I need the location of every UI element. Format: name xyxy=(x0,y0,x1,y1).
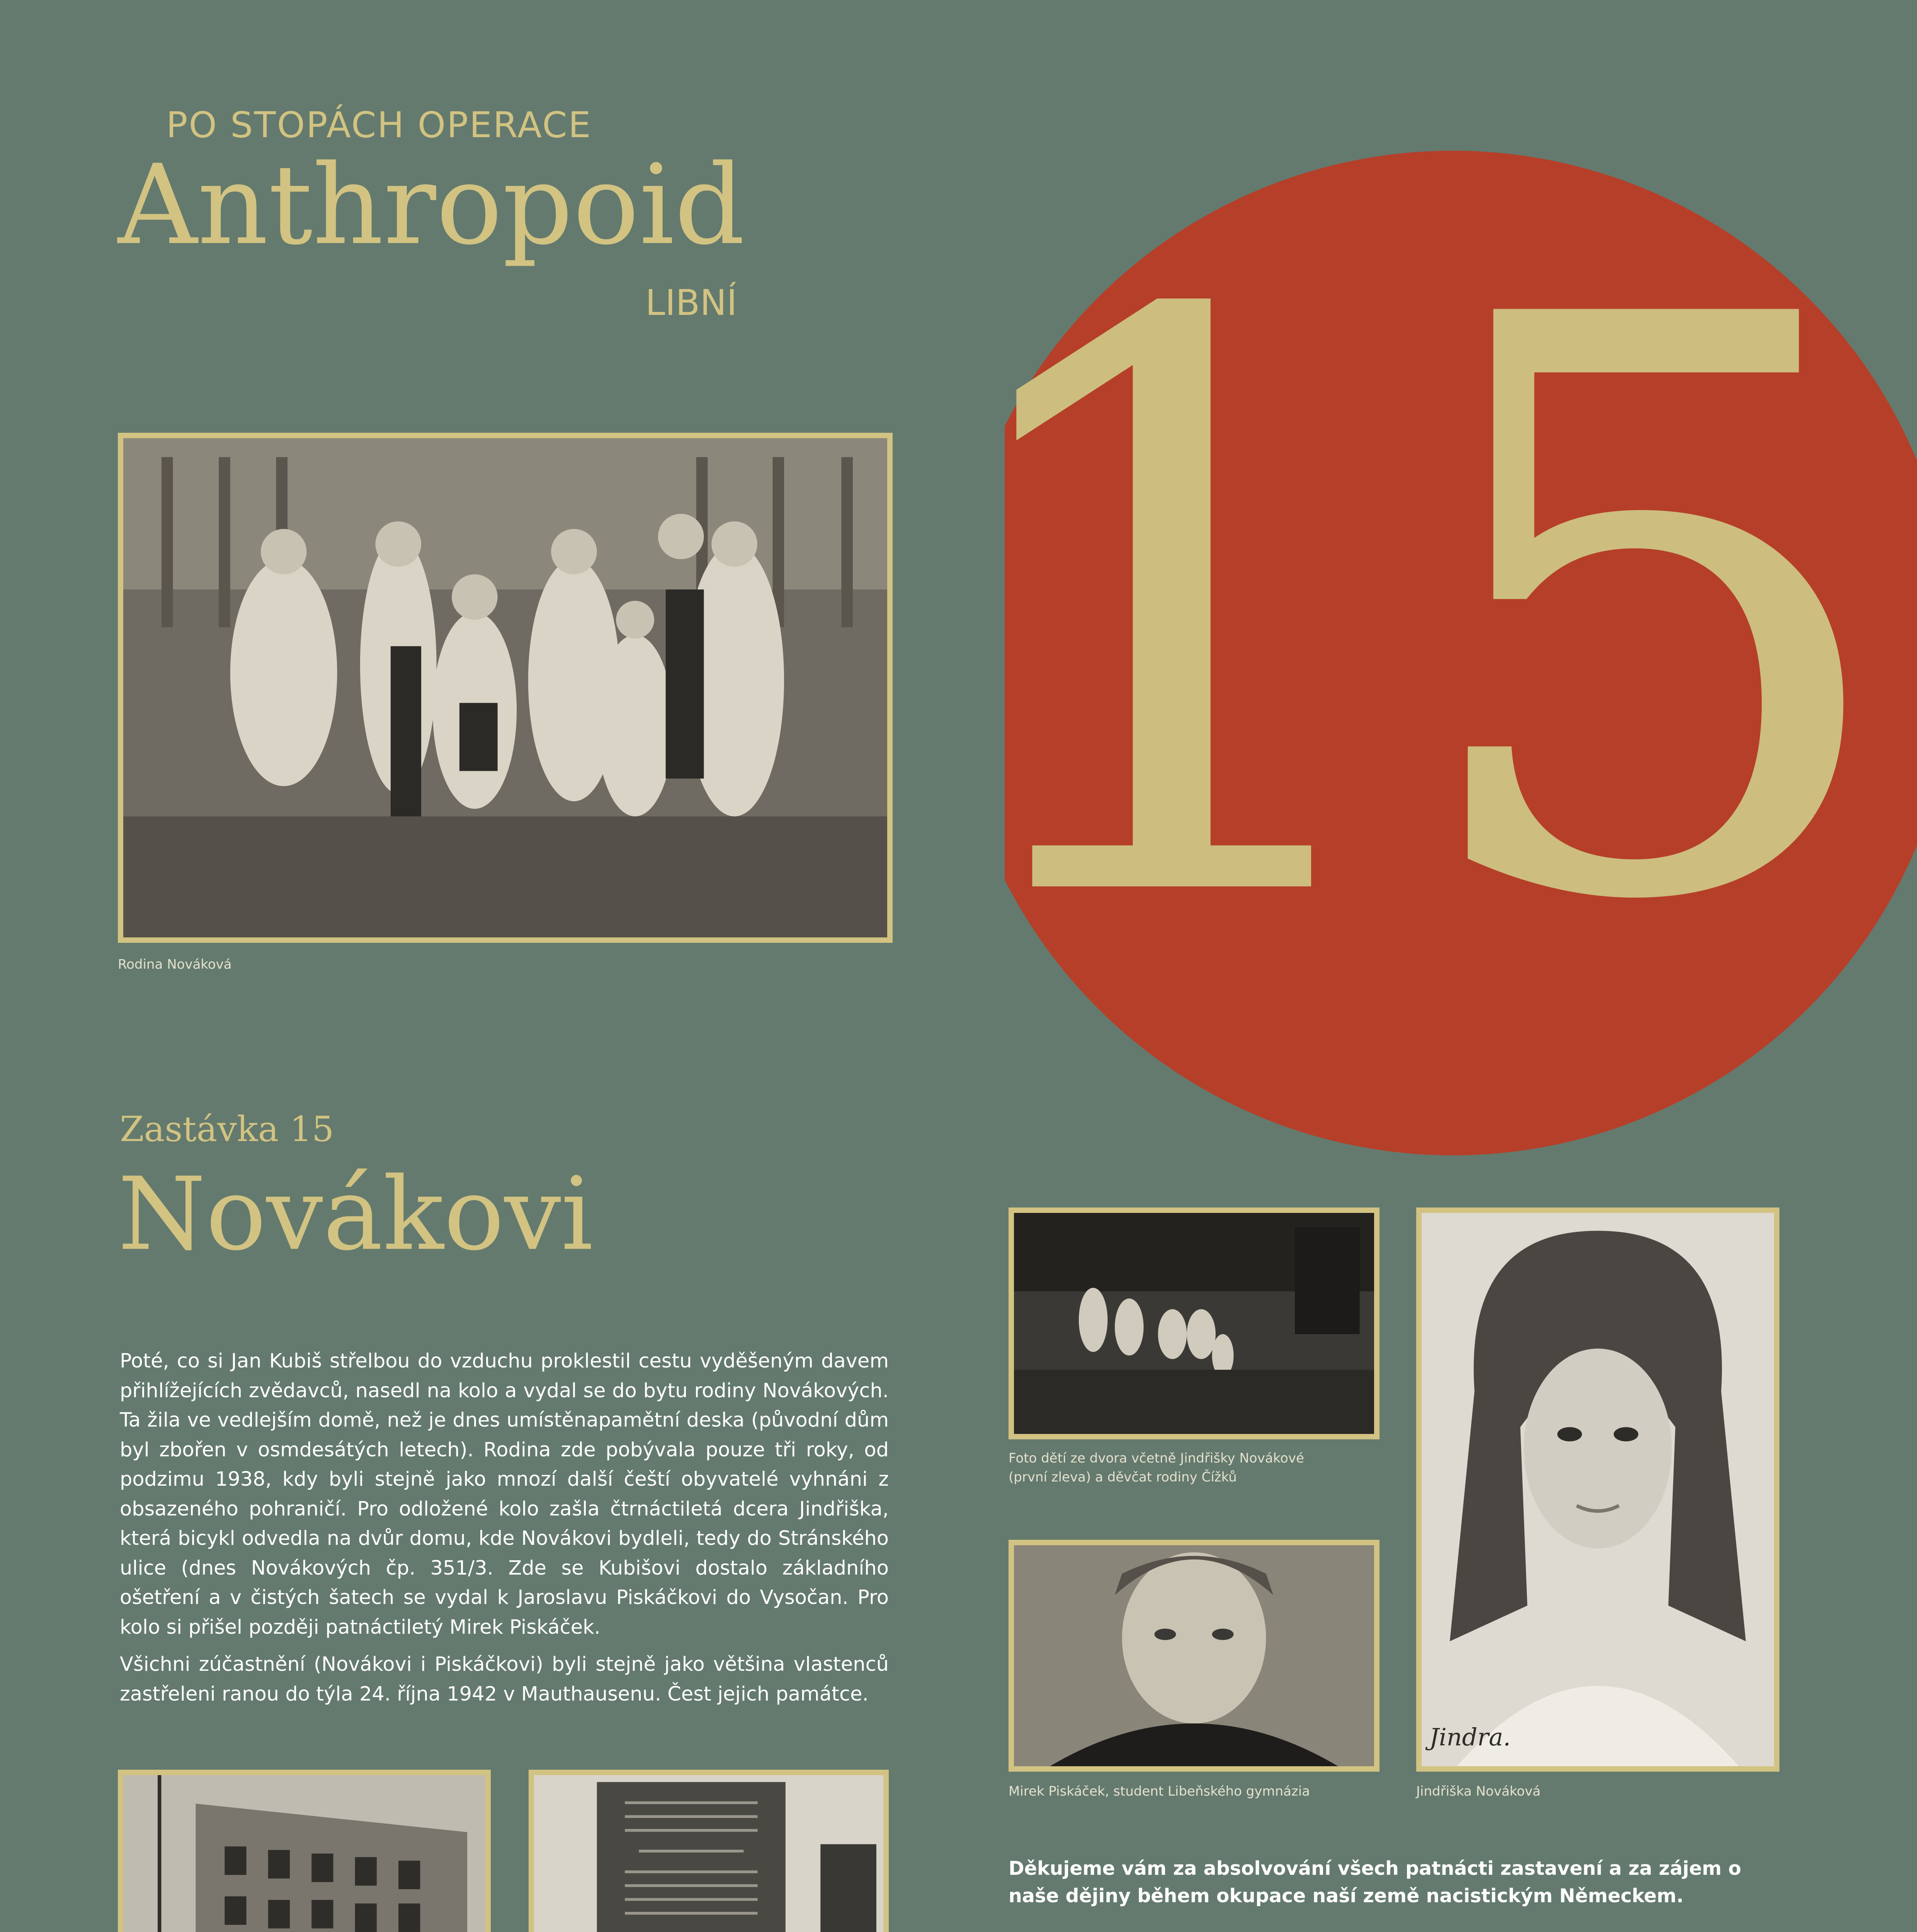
family-photo-caption: Rodina Nováková xyxy=(118,957,232,972)
thanks-text: Děkujeme vám za absolvování všech patnácti zastavení a za zájem o naše dějiny během okupace naší země nacistickým Německem. xyxy=(1009,1857,1742,1907)
family-photo xyxy=(118,433,893,943)
mirek-portrait-photo xyxy=(1009,1540,1379,1772)
yard-caption-line-1: Foto dětí ze dvora včetně Jindřišky Novákové xyxy=(1009,1451,1304,1466)
yard-caption-line-2: (první zleva) a děvčat rodiny Čížků xyxy=(1009,1469,1237,1485)
jindriska-signature: Jindra. xyxy=(1429,1723,1511,1751)
header-subtitle: LIBNÍ xyxy=(645,282,737,323)
stop-label: Zastávka 15 xyxy=(120,1109,334,1150)
body-paragraph-2: Všichni zúčastnění (Novákovi i Piskáčkovi) byli stejně jako většina vlastenců zastřeleni ranou do týla 24. října 1942 v Mauthausenu. Čest jejich památce. xyxy=(120,1653,889,1706)
body-paragraph-1: Poté, co si Jan Kubiš střelbou do vzduchu proklestil cestu vyděšeným davem přihlížejících zvědavců, nasedl na kolo a vydal se do bytu rodiny Novákových. Ta žila ve vedlejším domě, než je dnes umístěnapamětní deska (původní dům byl zbořen v osmdesátých letech). Rodina zde pobývala pouze tři roky, od podzimu 1938, kdy byli stejně jako mnozí další čeští obyvatelé vyhnáni z obsazeného pohraničí. Pro odložené kolo zašla čtrnáctiletá dcera Jindřiška, která bicykl odvedla na dvůr domu, kde Novákovi bydleli, tedy do Stránského ulice (dnes Novákových čp. 351/3. Zde se Kubišovi dostalo základního ošetření a v čistých šatech se vydal k Jaroslavu Piskáčkovi do Vysočan. Pro kolo si přišel později patnáctiletý Mirek Piskáček. xyxy=(120,1350,889,1639)
house-photo xyxy=(118,1770,491,1932)
yard-photo-caption xyxy=(1009,1449,1304,1487)
jindriska-photo-caption: Jindřiška Nováková xyxy=(1416,1784,1541,1799)
stop-title: Novákovi xyxy=(118,1156,594,1273)
header-title: Anthropoid xyxy=(118,141,745,269)
header-pretitle: PO STOPÁCH OPERACE xyxy=(166,104,592,146)
stop-big-number: 15 xyxy=(920,151,1881,1073)
mirek-photo-caption: Mirek Piskáček, student Libeňského gymnázia xyxy=(1009,1784,1310,1799)
jindriska-portrait-photo xyxy=(1416,1208,1779,1772)
plaque-photo xyxy=(529,1770,889,1932)
yard-photo xyxy=(1009,1208,1379,1439)
